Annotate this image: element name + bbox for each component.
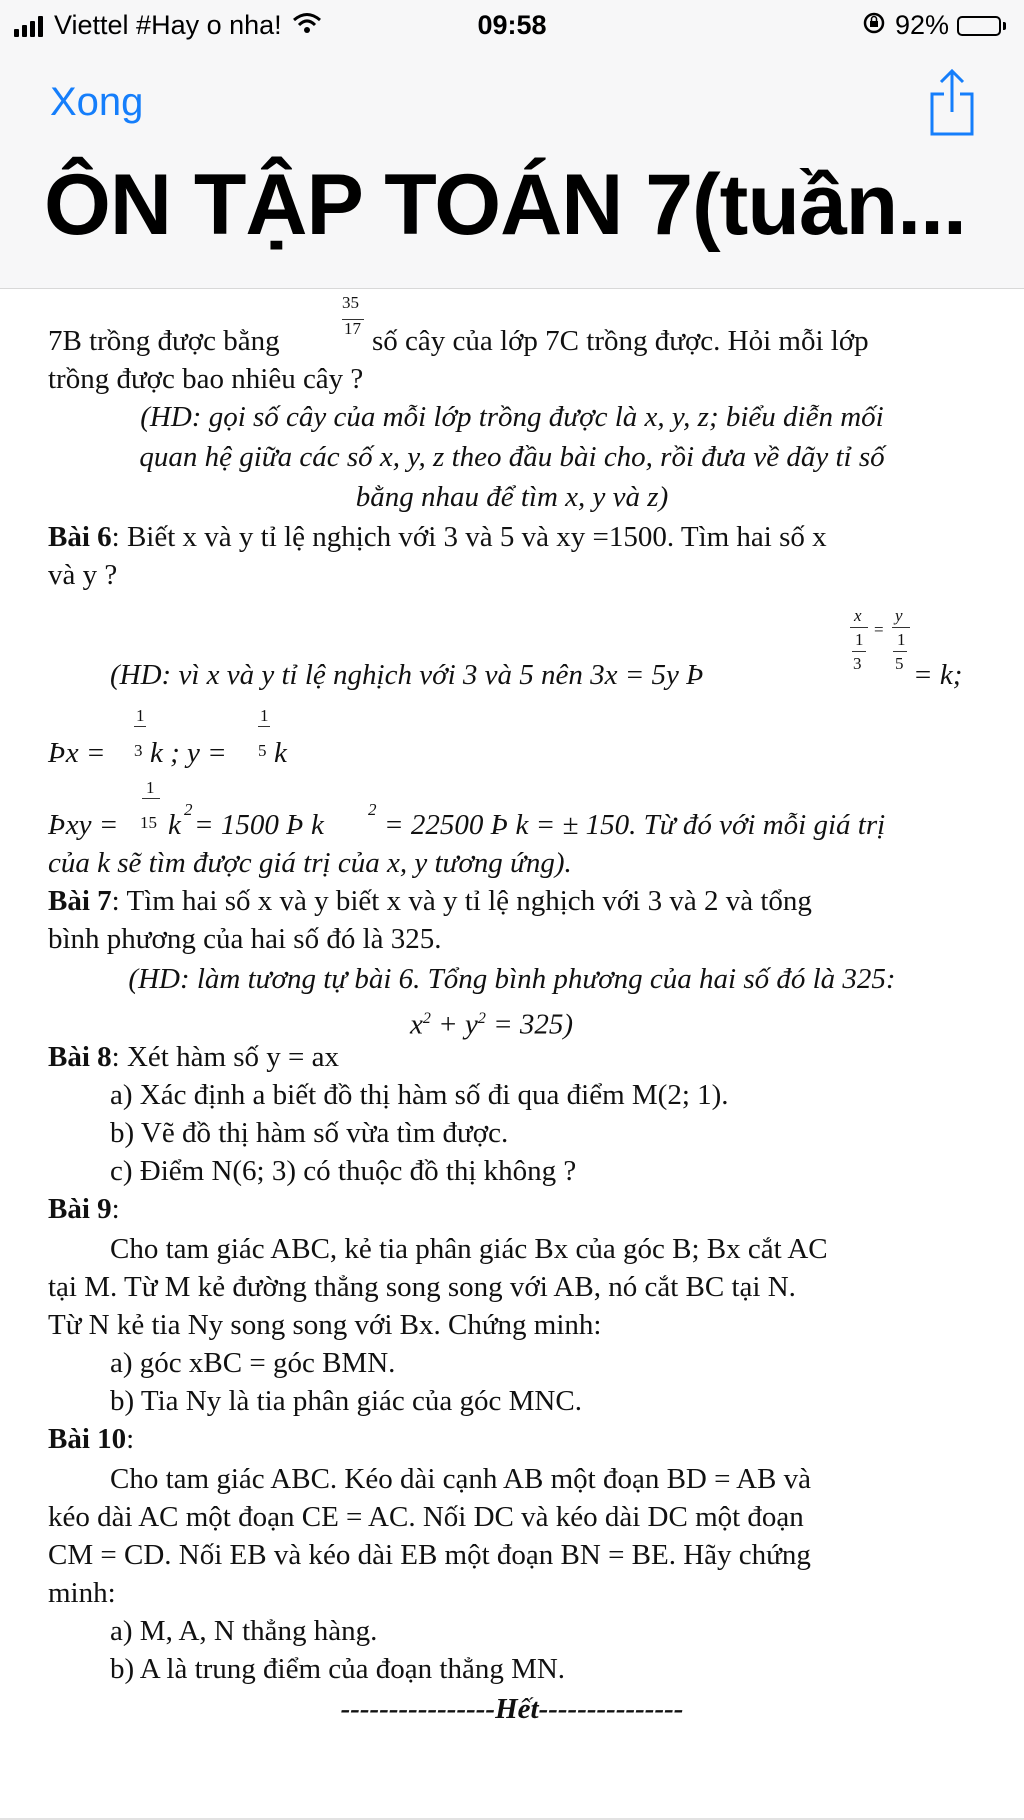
document-content <box>0 289 1024 1820</box>
paragraph-line: minh: <box>48 1577 116 1609</box>
hint-line: (HD: làm tương tự bài 6. Tổng bình phương của hai số đó là 325: <box>128 963 896 995</box>
fraction-fifteen: 15 <box>140 813 157 832</box>
fraction-x: x <box>854 606 862 625</box>
fraction-five: 5 <box>895 654 904 673</box>
paragraph-line: tại M. Từ M kẻ đường thẳng song song với AB, nó cắt BC tại N. <box>48 1271 796 1303</box>
fraction-three: 3 <box>134 741 143 760</box>
paragraph-line: CM = CD. Nối EB và kéo dài EB một đoạn BN = BE. Hãy chứng <box>48 1539 811 1571</box>
exercise-label: Bài 8 <box>48 1041 112 1073</box>
text: 7B trồng được bằng <box>48 325 280 357</box>
status-bar <box>0 0 1024 52</box>
battery-percent: 92% <box>894 10 949 40</box>
share-icon[interactable] <box>926 68 978 138</box>
exercise-9-line <box>48 1191 120 1227</box>
exercise-7-line <box>48 883 812 919</box>
text: x <box>410 1008 423 1041</box>
paragraph-line: số cây của lớp 7C trồng được. Hỏi mỗi lớp <box>372 325 869 357</box>
fraction-bar <box>850 627 868 628</box>
text: + y <box>438 1008 478 1041</box>
exercise-label: Bài 9 <box>48 1193 112 1225</box>
status-time: 09:58 <box>477 10 547 40</box>
fraction-bar <box>893 651 907 652</box>
fraction-one: 1 <box>260 706 269 725</box>
text: : <box>126 1423 135 1455</box>
exercise-10-line <box>48 1421 134 1457</box>
hint-line: của k sẽ tìm được giá trị của x, y tương ứng). <box>48 847 572 879</box>
fraction-three: 3 <box>853 654 862 673</box>
fraction-bar <box>852 651 866 652</box>
text: = 22500 Þ k = ± 150. Từ đó với mỗi giá trị <box>384 809 886 841</box>
exercise-label: Bài 10 <box>48 1423 127 1455</box>
paragraph-line: Từ N kẻ tia Ny song song với Bx. Chứng minh: <box>48 1309 602 1341</box>
hint-line: (HD: vì x và y tỉ lệ nghịch với 3 và 5 nên 3x = 5y Þ <box>110 659 704 691</box>
paragraph-line: Cho tam giác ABC. Kéo dài cạnh AB một đoạn BD = AB và <box>110 1463 812 1495</box>
fraction-bar <box>134 726 146 727</box>
superscript: 2 <box>422 1010 431 1027</box>
exercise-6-line <box>48 519 827 555</box>
hint-line: Þxy = <box>48 809 119 841</box>
text: = 1500 Þ k <box>194 809 324 841</box>
end-marker: ----------------Hết--------------- <box>340 1693 684 1725</box>
fraction-bar <box>892 627 910 628</box>
text: : Tìm hai số x và y biết x và y tỉ lệ nghịch với 3 và 2 và tổng <box>111 885 812 917</box>
superscript: 2 <box>368 800 377 819</box>
status-right <box>863 10 1006 41</box>
carrier-name: Viettel #Hay o nha! <box>54 10 282 40</box>
paragraph-line: và y ? <box>48 559 118 591</box>
fraction-one: 1 <box>897 630 906 649</box>
text: k ; y = <box>150 737 227 769</box>
battery-icon <box>957 16 1001 36</box>
equation-line <box>410 1001 573 1043</box>
paragraph-line: Cho tam giác ABC, kẻ tia phân giác Bx của góc B; Bx cắt AC <box>110 1233 828 1265</box>
paragraph-line: bình phương của hai số đó là 325. <box>48 923 442 955</box>
text: : <box>111 1193 120 1225</box>
hint-line: bằng nhau để tìm x, y và z) <box>355 481 669 513</box>
paragraph-line <box>48 323 280 359</box>
fraction-y: y <box>895 606 903 625</box>
text: = 325) <box>493 1008 574 1041</box>
done-button[interactable]: Xong <box>50 80 144 124</box>
hint-line: quan hệ giữa các số x, y, z theo đầu bài cho, rồi đưa về dãy tỉ số <box>139 441 885 473</box>
list-item: a) góc xBC = góc BMN. <box>110 1347 396 1379</box>
battery-cap <box>1003 22 1006 30</box>
list-item: a) Xác định a biết đồ thị hàm số đi qua điểm M(2; 1). <box>110 1079 729 1111</box>
exercise-label: Bài 7 <box>48 885 112 917</box>
fraction-numerator: 35 <box>342 293 359 312</box>
list-item: a) M, A, N thẳng hàng. <box>110 1615 378 1647</box>
text: = k; <box>913 659 963 691</box>
text: : Biết x và y tỉ lệ nghịch với 3 và 5 và xy =1500. Tìm hai số x <box>111 521 827 553</box>
superscript: 2 <box>477 1010 486 1027</box>
equals-sign: = <box>874 620 884 639</box>
fraction-bar <box>258 726 270 727</box>
exercise-8-line <box>48 1039 339 1075</box>
hint-line: (HD: gọi số cây của mỗi lớp trồng được là x, y, z; biểu diễn mối <box>140 401 884 433</box>
list-item: c) Điểm N(6; 3) có thuộc đồ thị không ? <box>110 1155 577 1187</box>
list-item: b) Tia Ny là tia phân giác của góc MNC. <box>110 1385 582 1417</box>
fraction-one: 1 <box>146 778 155 797</box>
fraction-bar <box>142 798 160 799</box>
hint-line: Þx = <box>48 737 106 769</box>
fraction-one: 1 <box>855 630 864 649</box>
text: k <box>274 737 287 769</box>
rotation-lock-icon <box>863 10 885 41</box>
text: : Xét hàm số y = ax <box>111 1041 340 1073</box>
document-title: ÔN TẬP TOÁN 7(tuần... <box>44 157 966 253</box>
document-header <box>0 52 1024 289</box>
text: k <box>168 809 181 841</box>
paragraph-line: trồng được bao nhiêu cây ? <box>48 363 364 395</box>
paragraph-line: kéo dài AC một đoạn CE = AC. Nối DC và kéo dài DC một đoạn <box>48 1501 804 1533</box>
list-item: b) A là trung điểm của đoạn thẳng MN. <box>110 1653 566 1685</box>
list-item: b) Vẽ đồ thị hàm số vừa tìm được. <box>110 1117 509 1149</box>
fraction-one: 1 <box>136 706 145 725</box>
fraction-denominator: 17 <box>344 319 361 338</box>
exercise-label: Bài 6 <box>48 521 112 553</box>
fraction-five: 5 <box>258 741 267 760</box>
superscript: 2 <box>184 800 193 819</box>
